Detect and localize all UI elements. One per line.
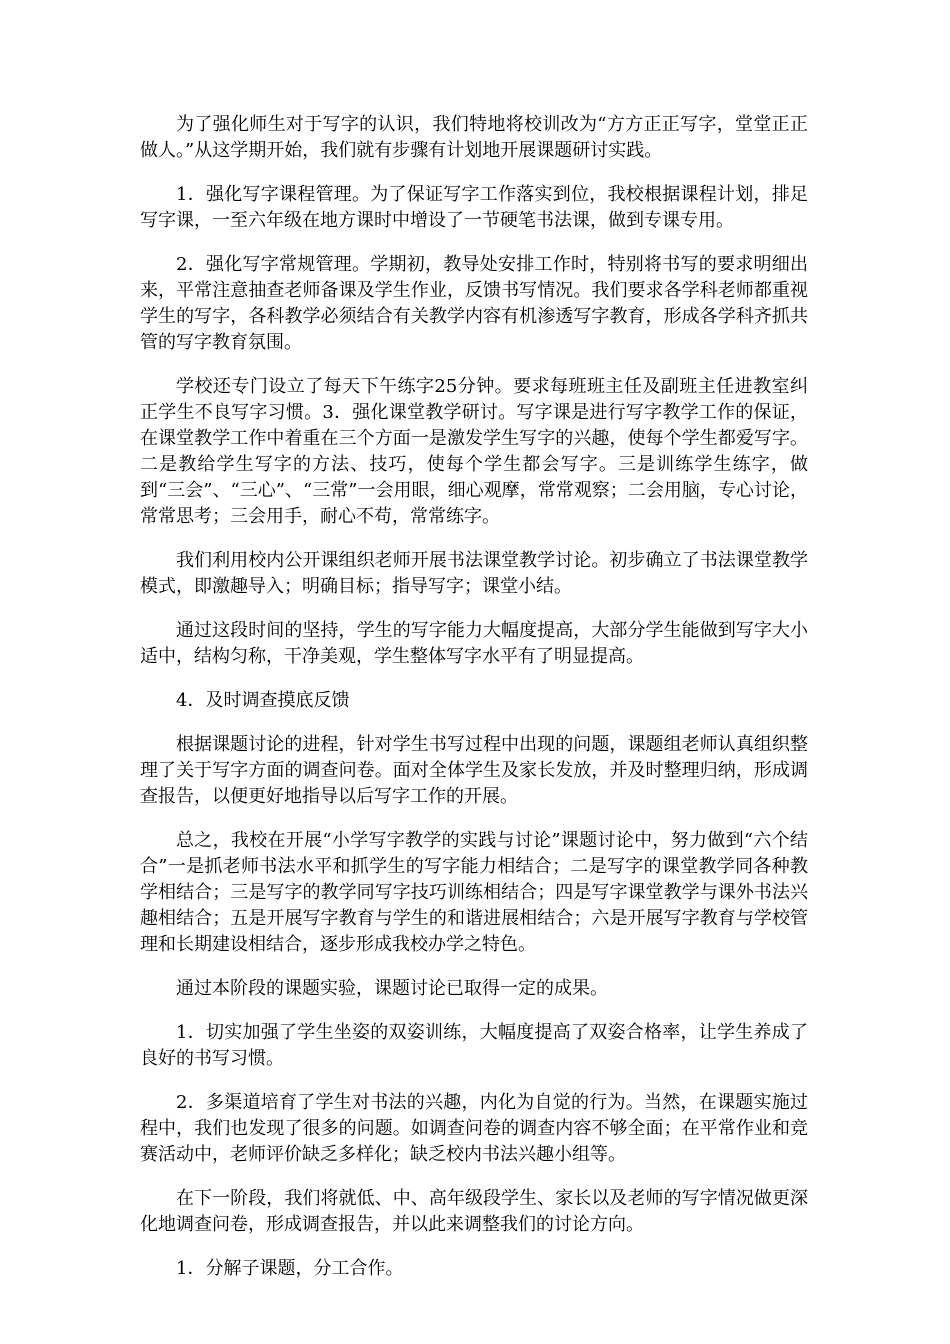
paragraph-six-combinations: 总之，我校在开展“小学写字教学的实践与讨论”课题讨论中，努力做到“六个结合”一是抓老师书法水平和抓学生的写字能力相结合；二是写字的课堂教学同各种教学相结合；三是写字的教学同写字技巧训练相结合；四是写字课堂教学与课外书法兴趣相结合；五是开展写字教育与学生的和谐进展相结合；六是开展写字教育与学校管理和长期建设相结合，逐步形成我校办学之特色。 <box>140 830 808 955</box>
paragraph-subtopics: 1．分解子课题，分工合作。 <box>176 1258 404 1279</box>
paragraph-result-interest: 2．多渠道培育了学生对书法的兴趣，内化为自觉的行为。当然，在课题实施过程中，我们也发现了很多的问题。如调查问卷的调查内容不够全面；在平常作业和竞赛活动中，老师评价缺乏多样化；缺乏校内书法兴趣小组等。 <box>140 1092 808 1165</box>
paragraph-open-class: 我们利用校内公开课组织老师开展书法课堂教学讨论。初步确立了书法课堂教学模式，即激趣导入；明确目标；指导写字；课堂小结。 <box>140 550 808 597</box>
paragraph-next-stage: 在下一阶段，我们将就低、中、高年级段学生、家长以及老师的写字情况做更深化地调查问卷，形成调查报告，并以此来调整我们的讨论方向。 <box>140 1188 808 1235</box>
paragraph-survey: 根据课题讨论的进程，针对学生书写过程中出现的问题，课题组老师认真组织整理了关于写字方面的调查问卷。面对全体学生及家长发放，并及时整理归纳，形成调查报告，以便更好地指导以后写字工作的开展。 <box>140 734 808 807</box>
paragraph-course-management: 1．强化写字课程管理。为了保证写字工作落实到位，我校根据课程计划，排足写字课，一至六年级在地方课时中增设了一节硬笔书法课，做到专课专用。 <box>140 184 808 231</box>
document-body <box>140 112 808 1300</box>
paragraph-routine-management: 2．强化写字常规管理。学期初，教导处安排工作时，特别将书写的要求明细出来，平常注意抽查老师备课及学生作业，反馈书写情况。我们要求各学科老师都重视学生的写字，各科教学必须结合有关教学内容有机渗透写字教育，形成各学科齐抓共管的写字教育氛围。 <box>140 254 808 353</box>
paragraph-heading-survey: 4．及时调查摸底反馈 <box>176 690 350 711</box>
paragraph-result-posture: 1．切实加强了学生坐姿的双姿训练，大幅度提高了双姿合格率，让学生养成了良好的书写习惯。 <box>140 1022 808 1069</box>
paragraph-results-intro: 通过本阶段的课题实验，课题讨论已取得一定的成果。 <box>176 978 608 999</box>
paragraph-daily-practice: 学校还专门设立了每天下午练字25分钟。要求每班班主任及副班主任进教室纠正学生不良写字习惯。3．强化课堂教学研讨。写字课是进行写字教学工作的保证，在课堂教学工作中着重在三个方面一是激发学生写字的兴趣，使每个学生都爱写字。二是教给学生写字的方法、技巧，使每个学生都会写字。三是训练学生练字，做到“三会”、“三心”、“三常”一会用眼，细心观摩，常常观察；二会用脑，专心讨论，常常思考；三会用手，耐心不苟，常常练字。 <box>140 376 808 527</box>
paragraph-progress: 通过这段时间的坚持，学生的写字能力大幅度提高，大部分学生能做到写字大小适中，结构匀称，干净美观，学生整体写字水平有了明显提高。 <box>140 620 808 667</box>
paragraph-motto-intro: 为了强化师生对于写字的认识，我们特地将校训改为“方方正正写字，堂堂正正做人。”从这学期开始，我们就有步骤有计划地开展课题研讨实践。 <box>140 114 808 161</box>
